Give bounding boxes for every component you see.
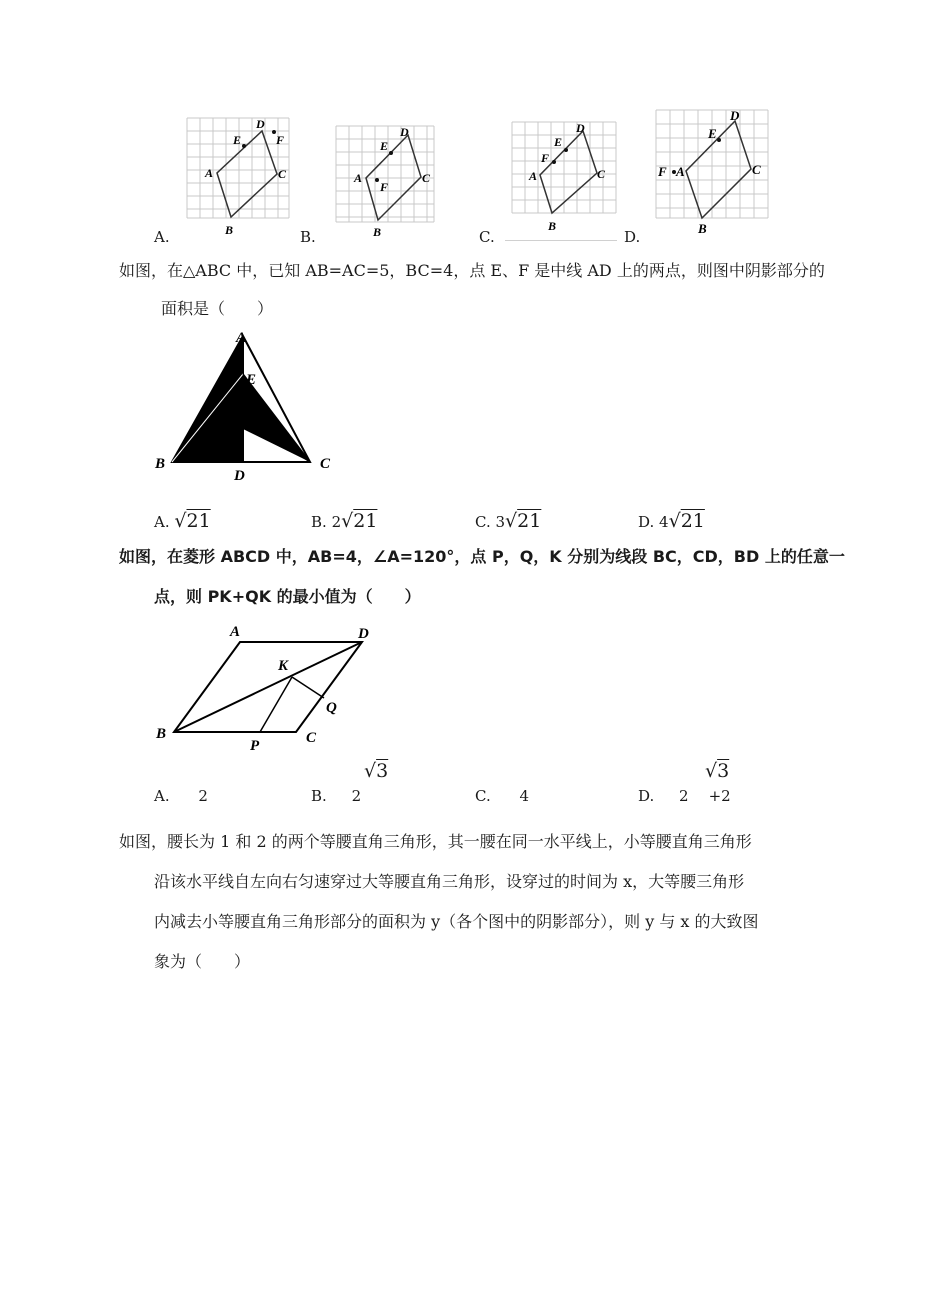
q2-stem-line1: 如图，在菱形 ABCD 中，AB=4，∠A=120°，点 P，Q，K 分别为线段 BC，CD，BD 上的任意一 [119,547,845,566]
option-coef: 2 [331,513,342,531]
option-coef: 3 [495,513,506,531]
sqrt-icon: √ [341,510,354,532]
q1-stem-line2: 面积是（ ） [161,299,274,318]
q0-figure-b [334,122,439,244]
label-f: F [658,164,667,179]
label-e: E [554,135,563,149]
sqrt-icon: √ [364,760,377,782]
label-f: F [380,180,389,194]
option-label: C. [475,787,491,805]
label-d: D [234,468,245,484]
q2-option-d-sqrt [705,760,729,782]
label-c: C [752,162,761,177]
parallelogram-abcd [540,131,597,213]
option-radicand: 21 [186,510,211,532]
label-e: E [233,133,242,147]
segment-kp [260,677,292,732]
q0-option-c-divider [505,240,617,241]
q0-option-b-label[interactable]: B. [300,228,316,246]
q1-triangle-figure [150,328,350,492]
q1-option-b[interactable] [311,511,377,532]
label-d: D [256,117,265,131]
q3-stem-line1: 如图，腰长为 1 和 2 的两个等腰直角三角形，其一腰在同一水平线上，小等腰直角三角形 [119,832,752,851]
label-f: F [541,151,550,165]
label-b: B [548,219,557,233]
option-label: B. [311,513,327,531]
sqrt-icon: √ [174,510,187,532]
q0-option-a-label[interactable]: A. [154,228,170,246]
label-e: E [380,139,389,153]
label-c: C [422,171,431,185]
q2-stem-line2: 点，则 PK+QK 的最小值为（ ） [154,587,421,606]
point-e [389,151,393,155]
label-q: Q [326,700,337,716]
option-label: D. [638,787,655,805]
option-value: 4 [519,787,530,805]
option-label: C. [475,513,491,531]
label-b: B [156,726,167,742]
point-f [375,178,379,182]
label-d: D [730,108,740,123]
label-b: B [155,456,166,472]
label-a: A [236,330,247,346]
label-e: E [246,372,257,388]
q3-stem-line4: 象为（ ） [154,952,251,971]
label-d: D [400,125,409,139]
label-a: A [676,164,685,179]
q2-option-b-sqrt [364,760,388,782]
q0-figure-d [654,106,772,240]
label-b: B [373,225,382,239]
label-a: A [354,171,363,185]
q2-option-a[interactable] [154,786,208,806]
label-c: C [306,730,317,746]
option-label: A. [154,787,170,805]
option-radicand: 3 [376,760,389,782]
q1-option-d[interactable] [638,511,705,532]
option-value: 2 [198,787,208,805]
label-c: C [597,167,606,181]
q0-figure-a [185,112,295,241]
point-e [242,144,246,148]
option-radicand: 21 [517,510,542,532]
label-k: K [278,658,289,674]
option-suffix: +2 [708,787,731,805]
q1-stem-line1: 如图，在△ABC 中，已知 AB=AC=5，BC=4，点 E、F 是中线 AD 上的两点，则图中阴影部分的 [119,261,825,280]
q1-option-a[interactable] [154,511,211,532]
q0-option-d-label[interactable]: D. [624,228,641,246]
option-value: 2 [679,787,689,805]
q2-option-d[interactable] [638,786,731,806]
option-value: 2 [351,787,362,805]
q0-option-c-label[interactable]: C. [479,228,495,246]
option-coef: 4 [659,513,669,531]
q2-option-c[interactable] [475,786,529,806]
label-c: C [320,456,331,472]
sqrt-icon: √ [505,510,518,532]
sqrt-icon: √ [668,510,681,532]
label-b: B [225,223,234,237]
segment-kq [292,677,324,698]
label-f: F [226,408,237,424]
sqrt-icon: √ [705,760,718,782]
label-a: A [529,169,538,183]
option-radicand: 21 [353,510,378,532]
option-label: B. [311,787,327,805]
label-b: B [698,221,707,236]
point-e [564,148,568,152]
option-label: A. [154,513,170,531]
label-a: A [205,166,214,180]
q3-stem-line3: 内减去小等腰直角三角形部分的面积为 y（各个图中的阴影部分），则 y 与 x 的大致图 [154,912,759,931]
label-d: D [358,626,369,642]
label-e: E [708,126,717,141]
q1-option-c[interactable] [475,511,541,532]
label-a: A [230,624,241,640]
label-f: F [276,133,285,147]
option-radicand: 21 [680,510,705,532]
q2-option-b[interactable] [311,786,361,806]
q3-stem-line2: 沿该水平线自左向右匀速穿过大等腰直角三角形，设穿过的时间为 x，大等腰三角形 [154,872,745,891]
label-c: C [278,167,287,181]
point-e [717,138,721,142]
option-label: D. [638,513,655,531]
q2-rhombus-figure [148,620,388,764]
label-p: P [250,738,260,754]
parallelogram-abcd [686,121,751,218]
label-d: D [576,121,585,135]
q0-figure-c [510,118,620,244]
point-f [552,160,556,164]
option-radicand: 3 [717,760,730,782]
